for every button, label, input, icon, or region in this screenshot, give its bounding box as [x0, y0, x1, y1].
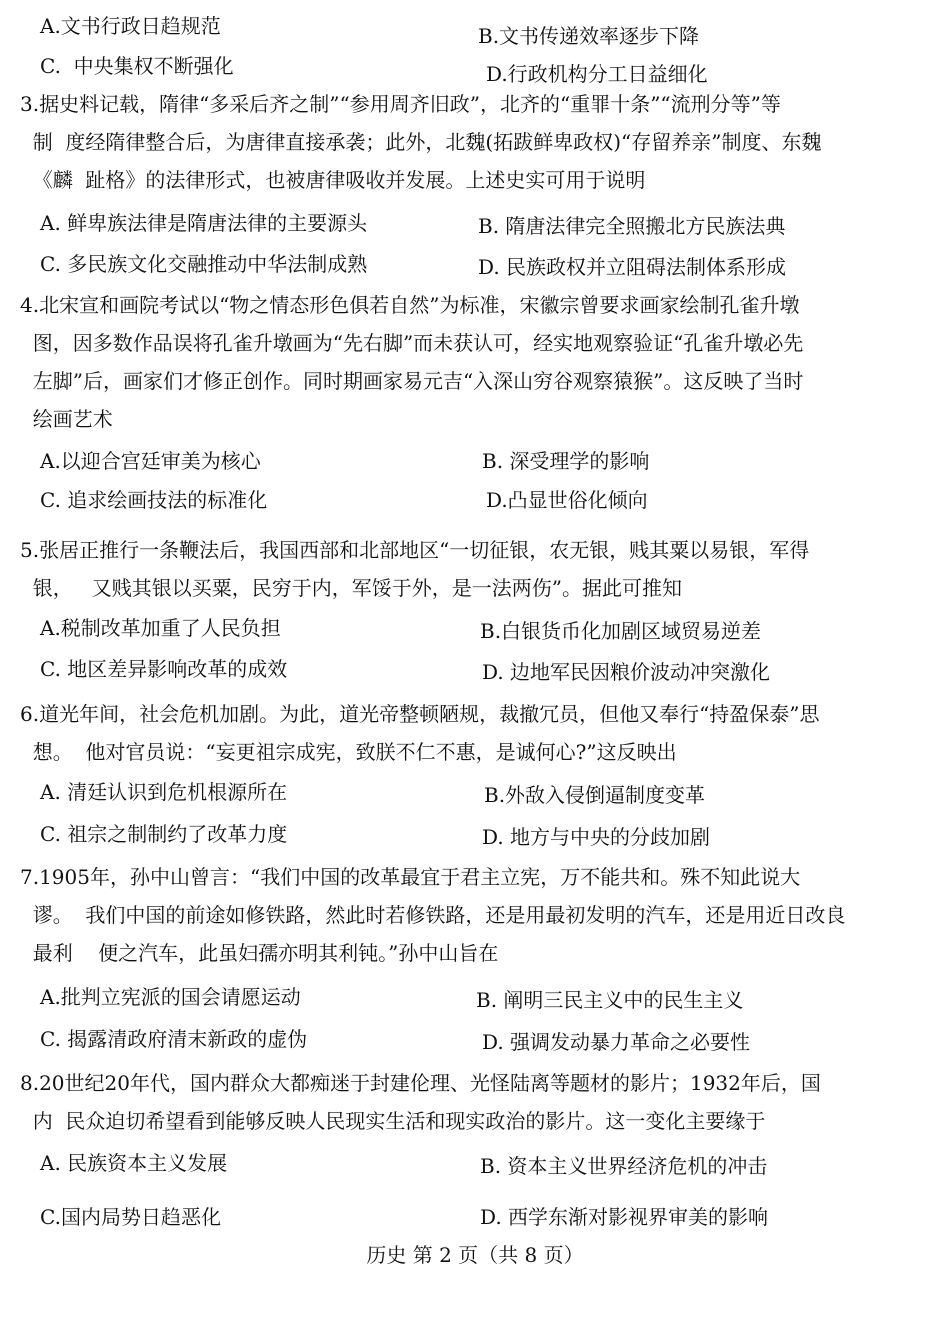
q5-stem-line-2: 银， 又贱其银以买粟，民穷于内，军馁于外，是一法两伤”。据此可推知: [20, 576, 683, 600]
q6-stem-line-2: 想。 他对官员说：“妄更祖宗成宪，致朕不仁不惠，是诚何心?”这反映出: [20, 740, 677, 764]
q6-option-b: B.外敌入侵倒逼制度变革: [484, 783, 706, 807]
q6-stem-line-1: 6.道光年间，社会危机加剧。为此，道光帝整顿陋规，裁撤冗员，但他又奉行“持盈保泰”思: [20, 702, 820, 726]
q4-option-b: B. 深受理学的影响: [482, 449, 650, 473]
q3-option-a: A. 鲜卑族法律是隋唐法律的主要源头: [40, 211, 368, 235]
q7-option-a: A.批判立宪派的国会请愿运动: [40, 985, 301, 1009]
q3-option-b: B. 隋唐法律完全照搬北方民族法典: [478, 214, 786, 238]
q5-option-d: D. 边地军民因粮价波动冲突激化: [482, 660, 771, 684]
q6-option-d: D. 地方与中央的分歧加剧: [482, 825, 711, 849]
q4-stem-line-4: 绘画艺术: [20, 407, 113, 431]
q4-stem-line-3: 左脚”后，画家们才修正创作。同时期画家易元吉“入深山穷谷观察猿猴”。这反映了当时: [20, 369, 804, 393]
q3-stem-line-3: 《麟 趾格》的法律形式，也被唐律吸收并发展。上述史实可用于说明: [20, 168, 646, 192]
q3-option-d: D. 民族政权并立阻碍法制体系形成: [478, 255, 787, 279]
q5-option-a: A.税制改革加重了人民负担: [40, 616, 281, 640]
q7-option-c: C. 揭露清政府清末新政的虚伪: [40, 1027, 308, 1051]
q7-stem-line-1: 7.1905年，孙中山曾言：“我们中国的改革最宜于君主立宪，万不能共和。殊不知此说大: [20, 865, 801, 889]
q7-stem-line-2: 谬。 我们中国的前途如修铁路，然此时若修铁路，还是用最初发明的汽车，还是用近日改良: [20, 903, 846, 927]
q6-option-c: C. 祖宗之制制约了改革力度: [40, 822, 288, 846]
q6-option-a: A. 清廷认识到危机根源所在: [40, 780, 288, 804]
q5-option-c: C. 地区差异影响改革的成效: [40, 657, 288, 681]
q8-stem-line-2: 内 民众迫切希望看到能够反映人民现实生活和现实政治的影片。这一变化主要缘于: [20, 1109, 766, 1133]
q8-stem-line-1: 8.20世纪20年代，国内群众大都痴迷于封建伦理、光怪陆离等题材的影片；1932年后，国: [20, 1071, 821, 1095]
page-footer: 历史 第 2 页（共 8 页）: [366, 1243, 584, 1267]
q7-stem-line-3: 最利 便之汽车，此虽妇孺亦明其利钝。”孙中山旨在: [20, 941, 499, 965]
q4-option-a: A.以迎合宫廷审美为核心: [40, 449, 261, 473]
q2-option-b: B.文书传递效率逐步下降: [478, 24, 700, 48]
q8-option-a: A. 民族资本主义发展: [40, 1151, 228, 1175]
q8-option-b: B. 资本主义世界经济危机的冲击: [480, 1154, 768, 1178]
q7-option-d: D. 强调发动暴力革命之必要性: [482, 1030, 751, 1054]
q5-stem-line-1: 5.张居正推行一条鞭法后，我国西部和北部地区“一切征银，农无银，贱其粟以易银，军得: [20, 538, 810, 562]
q4-stem-line-1: 4.北宋宣和画院考试以“物之情态形色俱若自然”为标准，宋徽宗曾要求画家绘制孔雀升墩: [20, 293, 800, 317]
q2-option-c: C. 中央集权不断强化: [40, 54, 234, 78]
q7-option-b: B. 阐明三民主义中的民生主义: [476, 988, 744, 1012]
q4-option-d: D.凸显世俗化倾向: [486, 488, 648, 512]
q3-stem-line-1: 3.据史料记载，隋律“多采后齐之制”“参用周齐旧政”，北齐的“重罪十条”“流刑分等”等: [20, 92, 781, 116]
q2-option-d: D.行政机构分工日益细化: [486, 62, 708, 86]
q4-stem-line-2: 图，因多数作品误将孔雀升墩画为“先右脚”而未获认可，经实地观察验证“孔雀升墩必先: [20, 331, 804, 355]
q3-stem-line-2: 制 度经隋律整合后，为唐律直接承袭；此外，北魏(拓跋鲜卑政权)“存留养亲”制度、东魏: [20, 130, 822, 154]
q2-option-a: A.文书行政日趋规范: [40, 14, 221, 38]
q3-option-c: C. 多民族文化交融推动中华法制成熟: [40, 252, 368, 276]
q8-option-d: D. 西学东渐对影视界审美的影响: [480, 1205, 769, 1229]
q8-option-c: C.国内局势日趋恶化: [40, 1205, 221, 1229]
q4-option-c: C. 追求绘画技法的标准化: [40, 488, 268, 512]
q5-option-b: B.白银货币化加剧区域贸易逆差: [480, 619, 762, 643]
